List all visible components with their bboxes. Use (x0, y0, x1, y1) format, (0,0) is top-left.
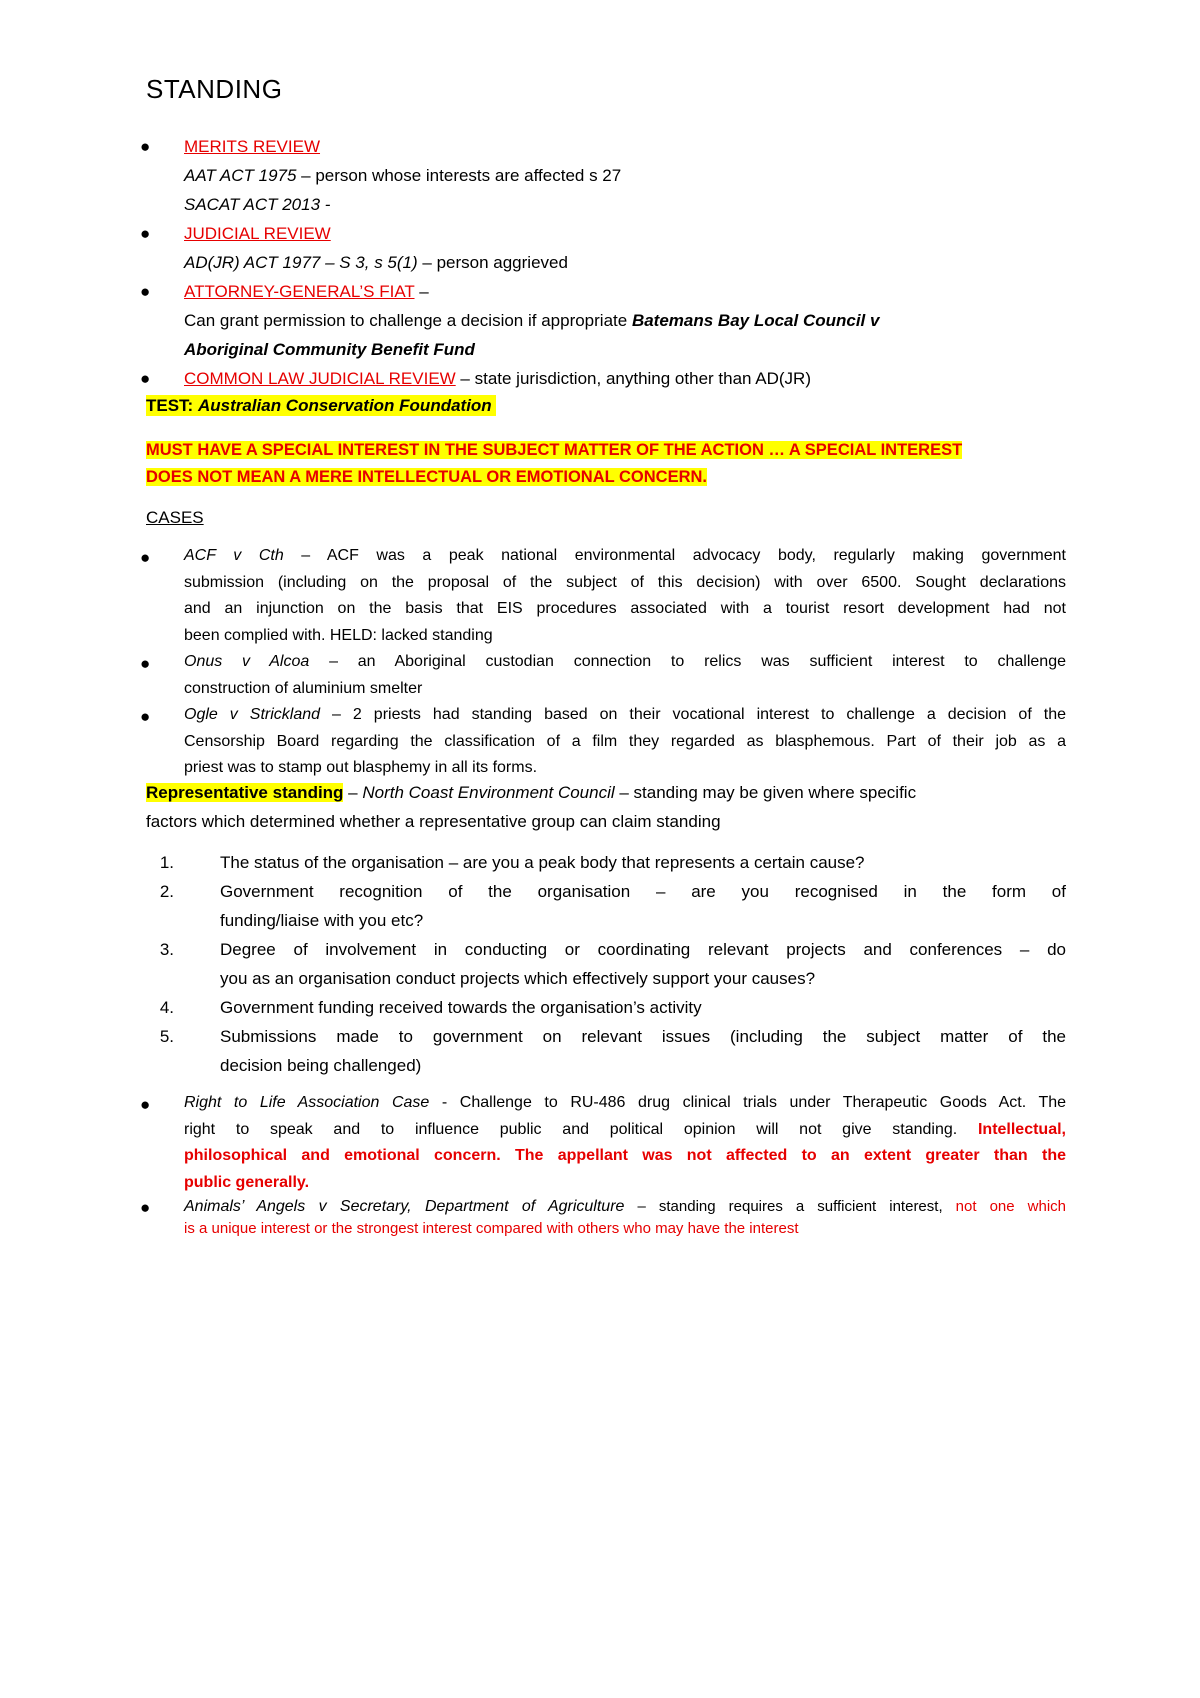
bullet-icon: ● (140, 707, 151, 726)
factor-item: 4. Government funding received towards the organisation’s activity (159, 998, 702, 1017)
cases-heading: CASES (146, 508, 204, 527)
list-item-line: AD(JR) ACT 1977 – S 3, s 5(1) – person aggrieved (184, 253, 568, 272)
factor-item: 1. The status of the organisation – are you a peak body that represents a certain cause? (159, 853, 865, 872)
factors-list (146, 848, 1066, 1080)
page-title: STANDING (146, 74, 283, 104)
later-cases-list (140, 1090, 1067, 1240)
factor-item: 3. Degree of involvement in conducting or coordinating relevant projects and conferences – do you as an organisation conduct projects which effectively support your causes? (159, 940, 1066, 988)
case-name: Right to Life Association Case (184, 1094, 430, 1111)
factor-item: 2. Government recognition of the organisation – are you recognised in the form of funding/liaise with you etc? (159, 882, 1066, 930)
test-line: TEST: Australian Conservation Foundation (146, 394, 1066, 418)
list-item: ● COMMON LAW JUDICIAL REVIEW – state jurisdiction, anything other than AD(JR) (146, 364, 1066, 393)
list-item-line: Can grant permission to challenge a decision if appropriate Batemans Bay Local Council v (184, 311, 880, 330)
case-name: Animals’ Angels v Secretary, Department of Agriculture (184, 1198, 625, 1215)
review-types-list (140, 132, 1066, 393)
bullet-icon: ● (140, 654, 151, 673)
case-item: ● Animals’ Angels v Secretary, Department of Agriculture – standing requires a sufficient interest, not one which is a unique interest or the strongest interest compared with others who may have the interest (140, 1198, 1067, 1237)
case-item: ● Ogle v Strickland – 2 priests had standing based on their vocational interest to challenge a decision of the Censorship Board regarding the classification of a film they regarded as blasphemous. Part of their job as a priest was to stamp out blasphemy in all its forms. (146, 702, 1066, 782)
list-item-line: Aboriginal Community Benefit Fund (184, 340, 475, 359)
representative-label: Representative standing (146, 783, 344, 802)
case-item: ● Onus v Alcoa – an Aboriginal custodian connection to relics was sufficient interest to challenge construction of aluminium smelter (146, 649, 1066, 702)
case-item: ● Right to Life Association Case - Challenge to RU-486 drug clinical trials under Therapeutic Goods Act. The right to speak and to influence public and political opinion will not give standing. Intellectual, philosophical and emotional concern. The appellant was not affected to an extent greater than the public generally. (146, 1090, 1066, 1196)
factor-item: 5. Submissions made to government on relevant issues (including the subject matter of the decision being challenged) (159, 1027, 1066, 1075)
bullet-icon: ● (140, 548, 151, 567)
list-item (140, 132, 1066, 161)
bullet-icon: ● (140, 1198, 151, 1217)
list-item-line: AAT ACT 1975 – person whose interests are affected s 27 (184, 166, 622, 185)
judicial-review-heading: JUDICIAL REVIEW (184, 224, 331, 243)
case-item: ● ACF v Cth – ACF was a peak national environmental advocacy body, regularly making government submission (including on the proposal of the subject of this decision) with over 6500. Sought declarations and an injunction on the basis that EIS procedures associated with a tourist resort development had not been complied with. HELD: lacked standing (146, 543, 1066, 649)
cases-list (140, 543, 1067, 782)
common-law-jr-heading: COMMON LAW JUDICIAL REVIEW (184, 369, 456, 388)
merits-review-heading: MERITS REVIEW (184, 137, 321, 156)
list-item-line: SACAT ACT 2013 - (184, 195, 331, 214)
bullet-icon: ● (140, 369, 151, 388)
ag-fiat-heading: ATTORNEY-GENERAL’S FIAT (184, 282, 415, 301)
list-item (140, 219, 1066, 248)
list-item: ● ATTORNEY-GENERAL’S FIAT – (146, 277, 1066, 306)
bullet-icon: ● (140, 282, 151, 301)
case-name: Onus v Alcoa (184, 653, 310, 670)
case-name: ACF v Cth (184, 547, 284, 564)
representative-standing: Representative standing – North Coast Environment Council – standing may be given where specific factors which determined whether a representative group can claim standing (146, 783, 917, 831)
bullet-icon: ● (140, 1095, 151, 1114)
bullet-icon: ● (140, 137, 151, 156)
bullet-icon: ● (140, 224, 151, 243)
special-interest-statement: MUST HAVE A SPECIAL INTEREST IN THE SUBJECT MATTER OF THE ACTION … A SPECIAL INTEREST DOES NOT MEAN A MERE INTELLECTUAL OR EMOTIONAL CONCERN. (146, 441, 963, 486)
case-name: Ogle v Strickland (184, 706, 321, 723)
